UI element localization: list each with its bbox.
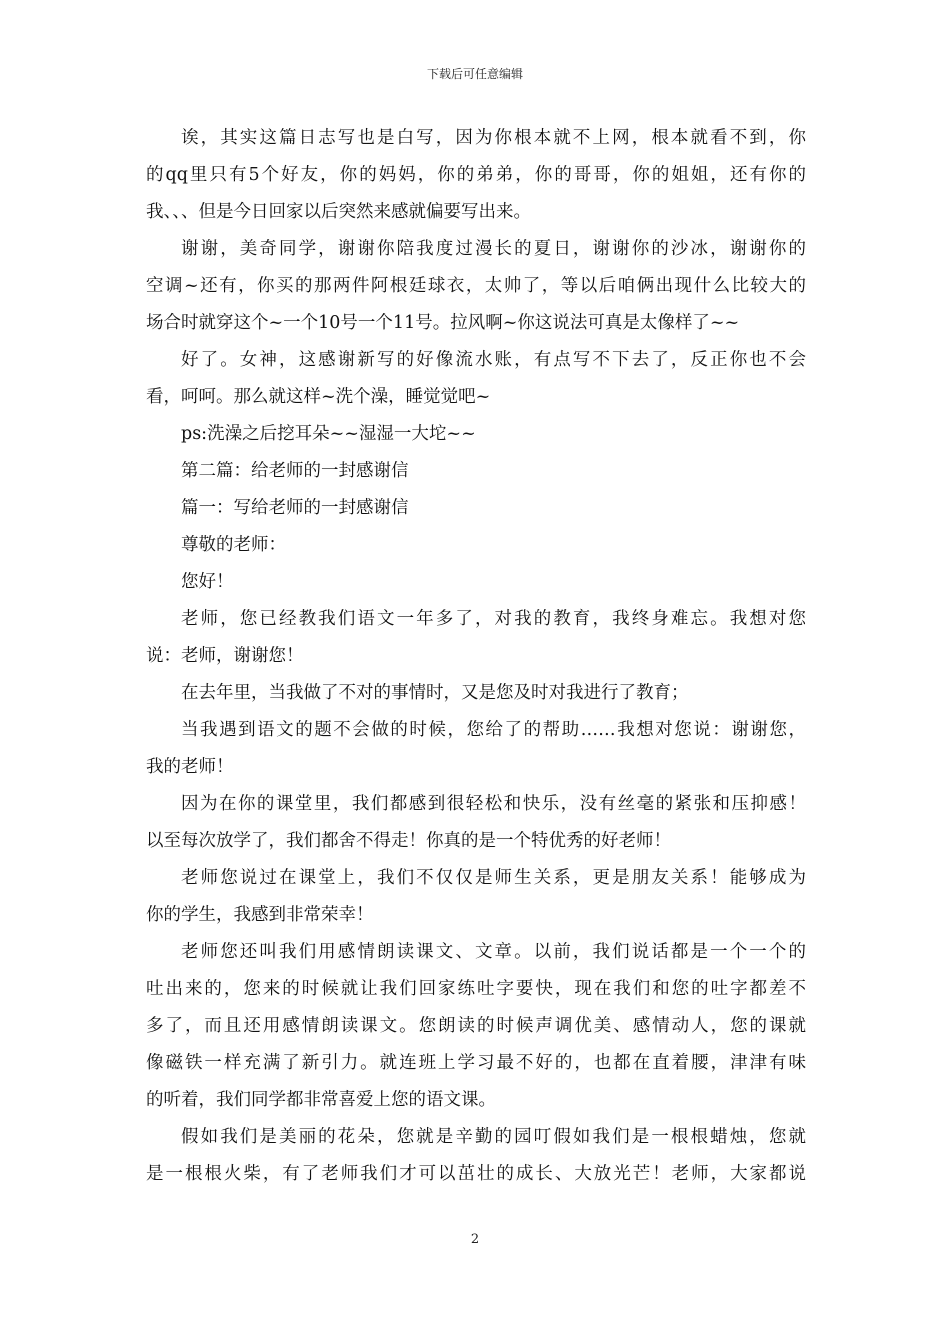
page-number: 2 — [470, 1232, 480, 1247]
text-line: 吐出来的，您来的时候就让我们回家练吐字要快，现在我们和您的吐字都差不 — [146, 979, 806, 999]
text-line: 多了，而且还用感情朗读课文。您朗读的时候声调优美、感情动人，您的课就 — [146, 1016, 806, 1036]
text-line: 篇一：写给老师的一封感谢信 — [181, 498, 409, 518]
text-line: 第二篇：给老师的一封感谢信 — [181, 461, 409, 481]
text-line: 我的老师！ — [146, 757, 234, 777]
text-line: 在去年里，当我做了不对的事情时，又是您及时对我进行了教育； — [181, 683, 689, 703]
text-line: 你的学生，我感到非常荣幸！ — [146, 905, 374, 925]
page-header: 下载后可任意编辑 — [426, 67, 523, 81]
text-line: 的qq里只有5个好友，你的妈妈，你的弟弟，你的哥哥，你的姐姐，还有你的 — [146, 165, 806, 185]
text-line: 诶，其实这篇日志写也是白写，因为你根本就不上网，根本就看不到，你 — [181, 128, 806, 148]
text-line: 老师您说过在课堂上，我们不仅仅是师生关系，更是朋友关系！能够成为 — [181, 868, 806, 888]
text-line: 是一根根火柴，有了老师我们才可以茁壮的成长、大放光芒！老师，大家都说 — [146, 1164, 806, 1184]
text-line: 当我遇到语文的题不会做的时候，您给了的帮助……我想对您说：谢谢您， — [181, 720, 806, 740]
text-line: 好了。女神，这感谢新写的好像流水账，有点写不下去了，反正你也不会 — [181, 350, 806, 370]
text-line: 我、、、但是今日回家以后突然来感就偏要写出来。 — [146, 202, 531, 222]
text-line: 您好！ — [181, 572, 234, 592]
text-line: 因为在你的课堂里，我们都感到很轻松和快乐，没有丝毫的紧张和压抑感！ — [181, 794, 806, 814]
text-line: 像磁铁一样充满了新引力。就连班上学习最不好的，也都在直着腰，津津有味 — [146, 1053, 806, 1073]
text-line: 老师，您已经教我们语文一年多了，对我的教育，我终身难忘。我想对您 — [181, 609, 806, 629]
text-line: 假如我们是美丽的花朵，您就是辛勤的园叮假如我们是一根根蜡烛，您就 — [181, 1127, 806, 1147]
text-line: 空调~还有，你买的那两件阿根廷球衣，太帅了，等以后咱俩出现什么比较大的 — [146, 276, 806, 296]
text-line: 看，呵呵。那么就这样~洗个澡，睡觉觉吧~ — [146, 387, 491, 407]
text-line: 说：老师，谢谢您！ — [146, 646, 304, 666]
text-line: 场合时就穿这个~一个10号一个11号。拉风啊~你这说法可真是太像样了~~ — [146, 313, 740, 333]
body-text — [146, 120, 806, 1193]
text-line: 尊敬的老师： — [181, 535, 286, 555]
text-line: ps:洗澡之后挖耳朵~~湿湿一大坨~~ — [181, 424, 476, 444]
text-line: 以至每次放学了，我们都舍不得走！你真的是一个特优秀的好老师！ — [146, 831, 671, 851]
text-line: 老师您还叫我们用感情朗读课文、文章。以前，我们说话都是一个一个的 — [181, 942, 806, 962]
text-line: 的听着，我们同学都非常喜爱上您的语文课。 — [146, 1090, 496, 1110]
text-line: 谢谢，美奇同学，谢谢你陪我度过漫长的夏日，谢谢你的沙冰，谢谢你的 — [181, 239, 806, 259]
